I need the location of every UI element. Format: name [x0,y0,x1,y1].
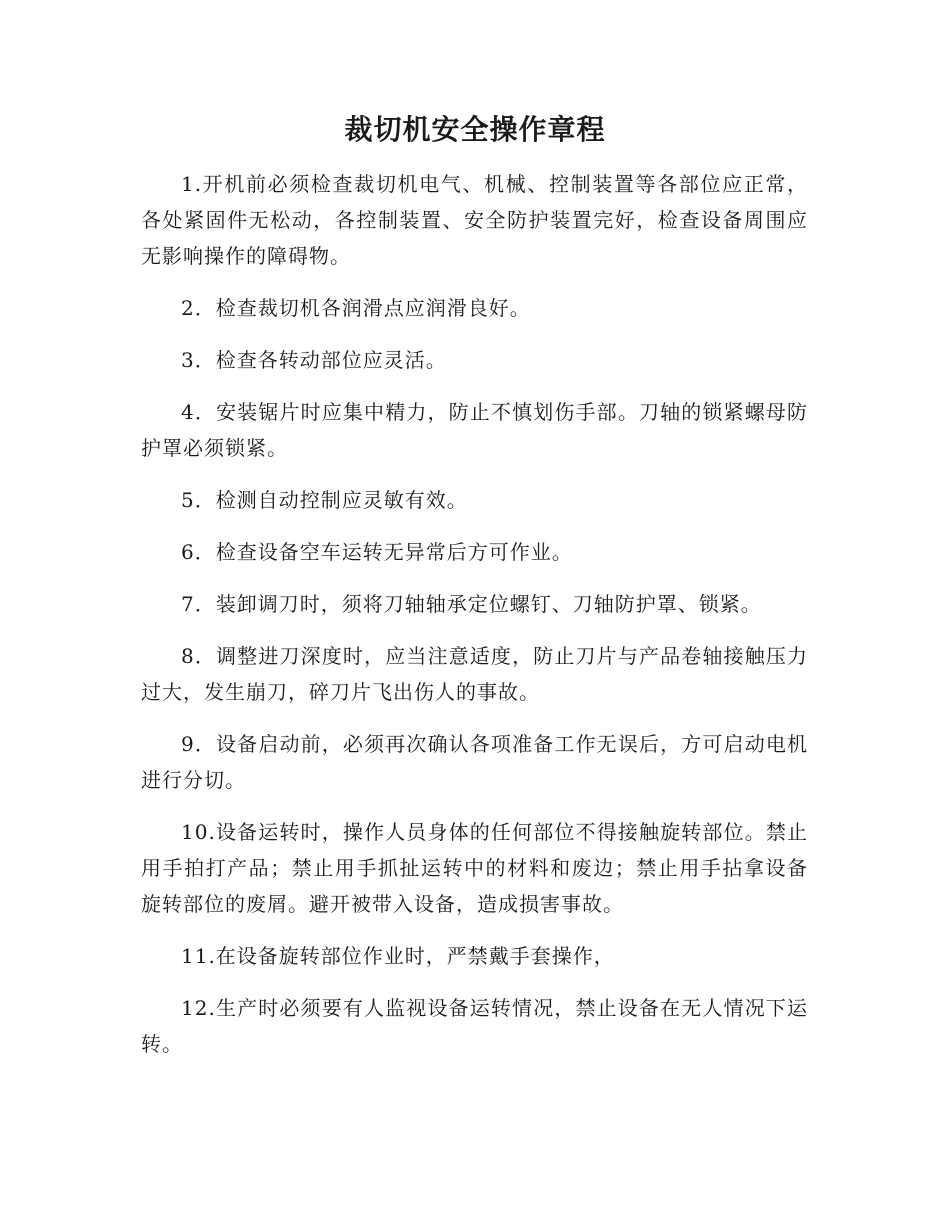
rule-paragraph-9: 9．设备启动前，必须再次确认各项准备工作无误后，方可启动电机进行分切。 [141,732,808,792]
rule-paragraph-5: 5．检测自动控制应灵敏有效。 [181,488,468,512]
rule-paragraph-3: 3．检查各转动部位应灵活。 [181,348,447,372]
rule-paragraph-7: 7．装卸调刀时，须将刀轴轴承定位螺钉、刀轴防护罩、锁紧。 [181,592,762,616]
rule-paragraph-10: 10.设备运转时，操作人员身体的任何部位不得接触旋转部位。禁止用手拍打产品；禁止用手抓扯运转中的材料和废边；禁止用手拈拿设备旋转部位的废屑。避开被带入设备，造成损害事故。 [141,820,808,916]
rule-paragraph-8: 8．调整进刀深度时，应当注意适度，防止刀片与产品卷轴接触压力过大，发生崩刀，碎刀片飞出伤人的事故。 [141,644,808,704]
rule-paragraph-12: 12.生产时必须要有人监视设备运转情况，禁止设备在无人情况下运转。 [141,996,808,1056]
rule-paragraph-1: 1.开机前必须检查裁切机电气、机械、控制装置等各部位应正常，各处紧固件无松动，各控制装置、安全防护装置完好，检查设备周围应无影响操作的障碍物。 [141,172,808,268]
rule-paragraph-4: 4．安装锯片时应集中精力，防止不慎划伤手部。刀轴的锁紧螺母防护罩必须锁紧。 [141,400,808,460]
rule-paragraph-11: 11.在设备旋转部位作业时，严禁戴手套操作， [181,944,615,968]
page-title: 裁切机安全操作章程 [344,113,606,146]
document-body [141,166,808,1078]
rule-paragraph-6: 6．检查设备空车运转无异常后方可作业。 [181,540,573,564]
rule-paragraph-2: 2．检查裁切机各润滑点应润滑良好。 [181,296,531,320]
